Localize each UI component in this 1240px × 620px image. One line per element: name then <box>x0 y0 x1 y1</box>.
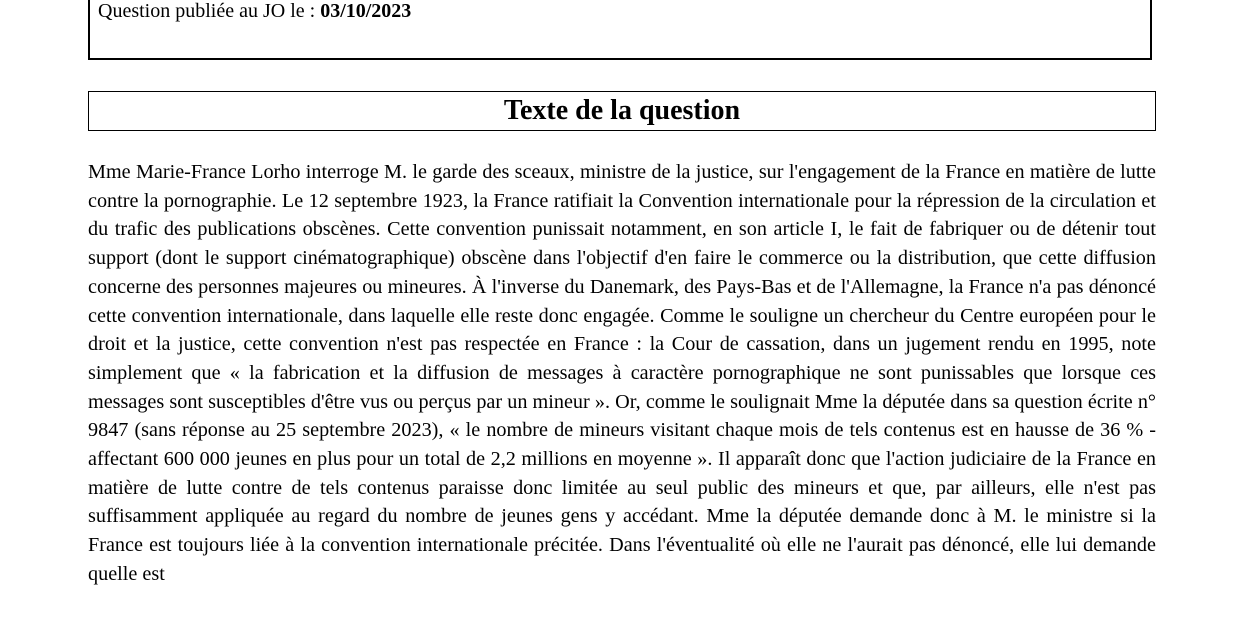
publication-date-value: 03/10/2023 <box>320 0 412 22</box>
publication-date-line <box>98 0 411 24</box>
section-title-box <box>88 91 1156 131</box>
publication-date-label: Question publiée au JO le : <box>98 0 321 22</box>
question-body-text: Mme Marie-France Lorho interroge M. le garde des sceaux, ministre de la justice, sur l'engagement de la France en matière de lutte contre la pornographie. Le 12 septembre 1923, la France ratifiait la Convention internationale pour la répression de la circulation et du trafic des publications obscènes. Cette convention punissait notamment, en son article I, le fait de fabriquer ou de détenir tout support (dont le support cinématographique) obscène dans l'objectif d'en faire le commerce ou la distribution, que cette diffusion concerne des personnes majeures ou mineures. À l'inverse du Danemark, des Pays-Bas et de l'Allemagne, la France n'a pas dénoncé cette convention internationale, dans laquelle elle reste donc engagée. Comme le souligne un chercheur du Centre européen pour le droit et la justice, cette convention n'est pas respectée en France : la Cour de cassation, dans un jugement rendu en 1995, note simplement que « la fabrication et la diffusion de messages à caractère pornographique ne sont punissables que lorsque ces messages sont susceptibles d'être vus ou perçus par un mineur ». Or, comme le soulignait Mme la députée dans sa question écrite n° 9847 (sans réponse au 25 septembre 2023), « le nombre de mineurs visitant chaque mois de tels contenus est en hausse de 36 % - affectant 600 000 jeunes en plus pour un total de 2,2 millions en moyenne ». Il apparaît donc que l'action judiciaire de la France en matière de lutte contre de tels contenus paraisse donc limitée au seul public des mineurs et que, par ailleurs, elle n'est pas suffisamment appliquée au regard du nombre de jeunes gens y accédant. Mme la députée demande donc à M. le ministre si la France est toujours liée à la convention internationale précitée. Dans l'éventualité où elle ne l'aurait pas dénoncé, elle lui demande quelle est <box>88 161 1156 585</box>
publication-info-box <box>88 0 1152 60</box>
section-title: Texte de la question <box>503 95 741 126</box>
